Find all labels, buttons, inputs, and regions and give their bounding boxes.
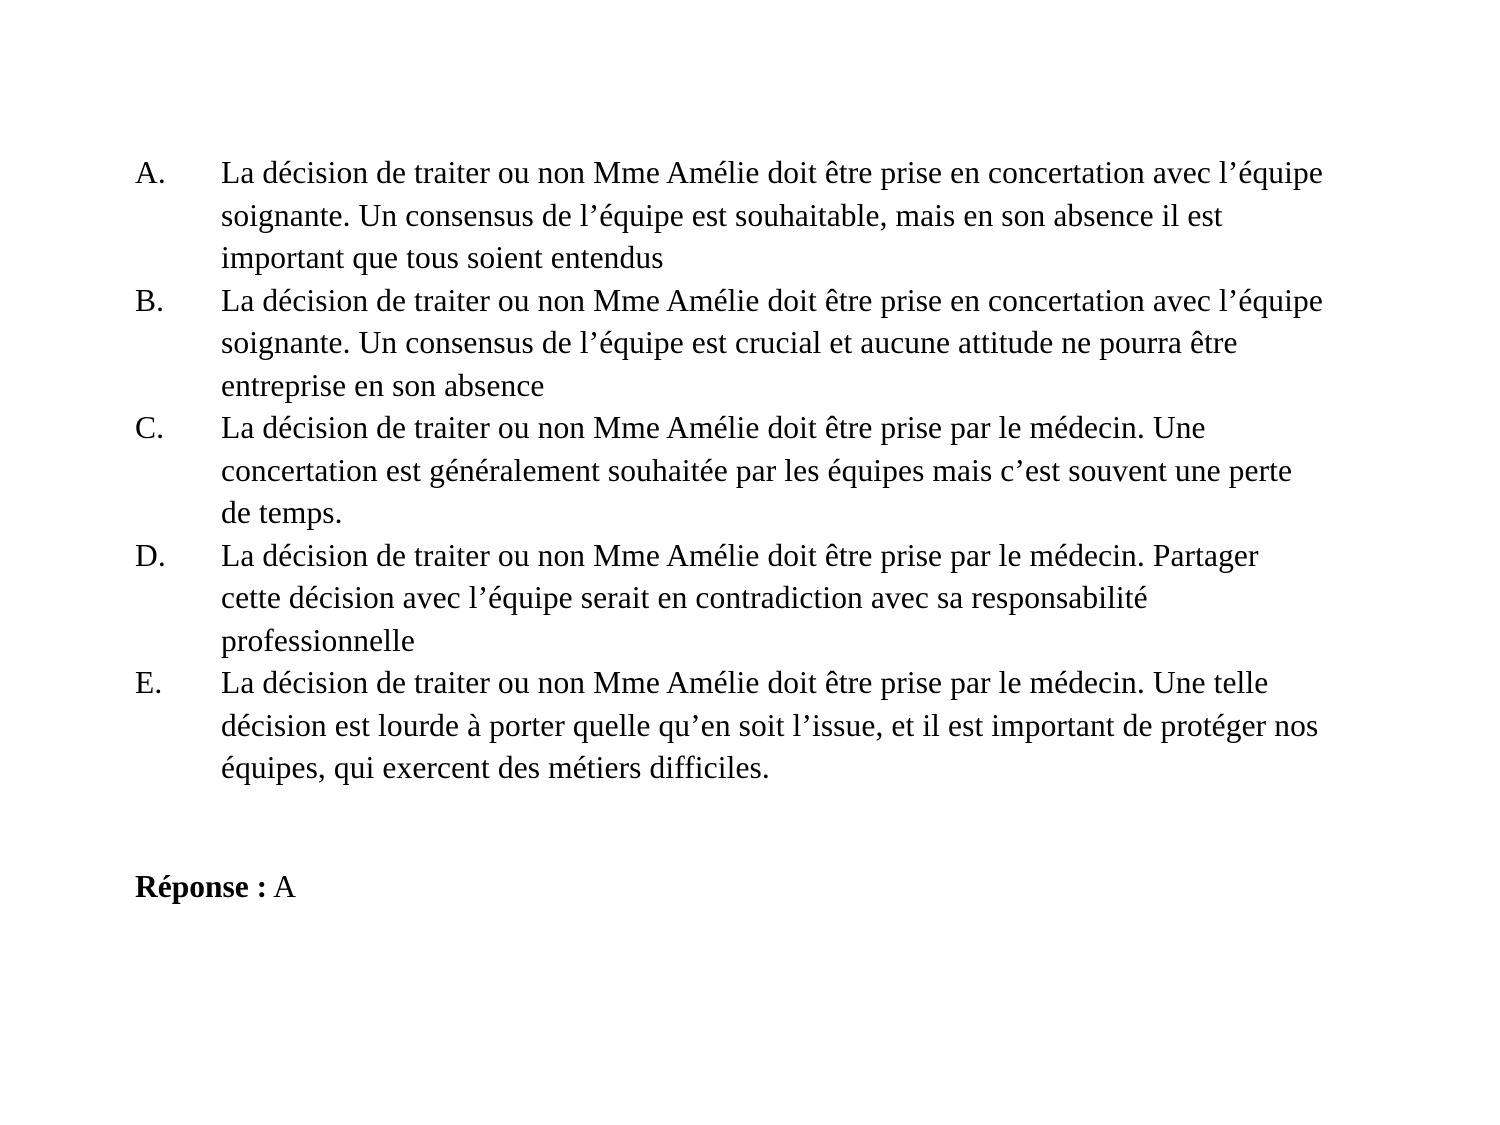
choice-marker-c: C.	[135, 410, 165, 445]
answer-label: Réponse :	[135, 868, 268, 904]
choice-option-c	[135, 407, 1325, 535]
multiple-choice-list	[135, 152, 1325, 790]
choice-marker-d: D.	[135, 537, 166, 573]
document-content	[135, 152, 1325, 940]
choice-option-d	[135, 535, 1325, 663]
choice-option-b	[135, 280, 1325, 408]
choice-marker-b: B.	[135, 282, 165, 318]
choice-text-b: La décision de traiter ou non Mme Amélie doit être prise en concertation avec l’équipe soignante. Un consensus de l’équipe est crucial et aucune attitude ne pourra être entreprise en son absence	[221, 282, 1323, 403]
choice-text-e: La décision de traiter ou non Mme Amélie doit être prise par le médecin. Une telle décision est lourde à porter quelle qu’en soit l’issue, et il est important de protéger nos équipes, qui exercent des métiers difficiles.	[221, 665, 1319, 785]
choice-text-c: La décision de traiter ou non Mme Amélie doit être prise par le médecin. Une concertation est généralement souhaitée par les équipes mais c’est souvent une perte de temps.	[221, 410, 1293, 530]
choice-option-e	[135, 662, 1325, 790]
choice-option-a	[135, 152, 1325, 280]
choice-marker-a: A.	[135, 155, 166, 190]
choice-text-a: La décision de traiter ou non Mme Amélie doit être prise en concertation avec l’équipe soignante. Un consensus de l’équipe est souhaitable, mais en son absence il est important que tous soient entendus	[221, 155, 1323, 275]
answer-line	[135, 866, 1325, 909]
choice-text-d: La décision de traiter ou non Mme Amélie doit être prise par le médecin. Partager cette décision avec l’équipe serait en contradiction avec sa responsabilité professionnelle	[221, 537, 1259, 658]
answer-value: A	[273, 868, 297, 904]
choice-marker-e: E.	[135, 665, 163, 700]
